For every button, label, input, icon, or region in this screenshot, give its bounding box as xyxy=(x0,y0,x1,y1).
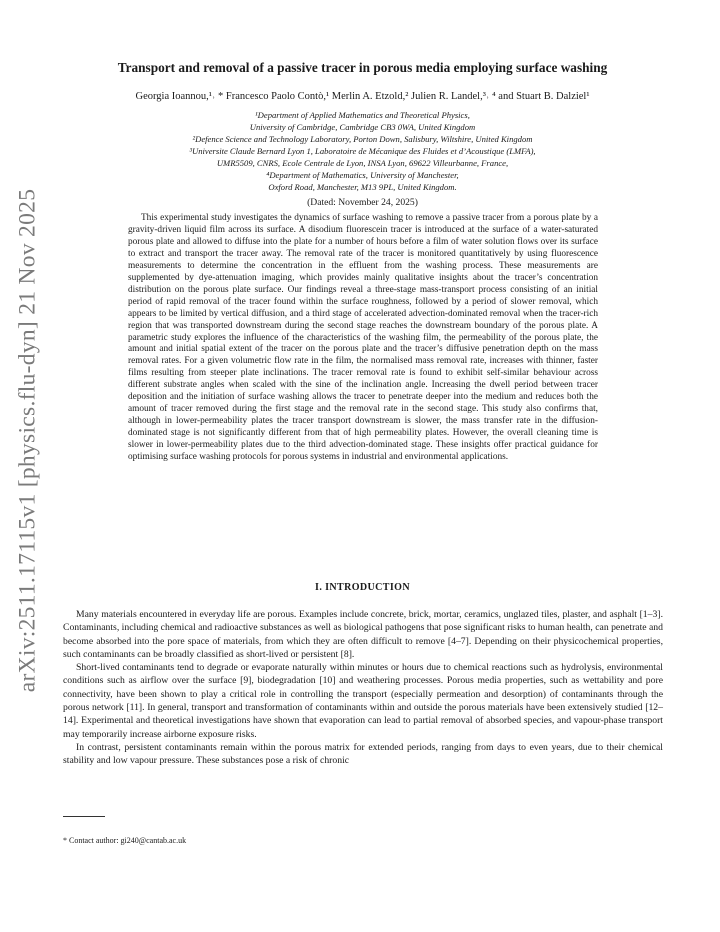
author-list: Georgia Ioannou,¹˒ * Francesco Paolo Contò,¹ Merlin A. Etzold,² Julien R. Landel,³˒ ⁴ and Stuart B. Dalziel¹ xyxy=(135,91,590,102)
paragraph: In contrast, persistent contaminants remain within the porous matrix for extended periods, ranging from days to even years, due to their chemical stability and low vapour pressure. These substances pose a risk of chronic xyxy=(63,741,663,767)
affiliation-line: University of Cambridge, Cambridge CB3 0WA, United Kingdom xyxy=(249,122,476,132)
affiliation-line: UMR5509, CNRS, Ecole Centrale de Lyon, INSA Lyon, 69622 Villeurbanne, France, xyxy=(216,158,509,168)
footnote: * Contact author: gi240@cantab.ac.uk xyxy=(63,836,187,845)
paragraph: Many materials encountered in everyday life are porous. Examples include concrete, brick, mortar, ceramics, unglazed tiles, plaster, and asphalt [1–3]. Contaminants, including chemical and radioactive substances as well as biological pathogens that pose significant risks to human health, can penetrate and become absorbed into the pore space of materials, from which they are often difficult to remove [4–7]. Depending on their physicochemical properties, such contaminants can be broadly classified as short-lived or persistent [8]. xyxy=(63,609,663,660)
abstract: This experimental study investigates the dynamics of surface washing to remove a passive tracer from a porous plate by a gravity-driven liquid film across its surface. A disodium fluorescein tracer is introduced at the surface of a water-saturated porous plate and allowed to diffuse into the plate for a number of hours before a film of water solution flows over its surface to extract and transport the tracer away. The removal rate of the tracer is monitored quantitatively by using fluorescence measurements to determine the concentration in the effluent from the washing process. These measurements are supplemented by dye-attenuation imaging, which provides mainly qualitative insights about the tracer’s concentration distribution on the porous plate surface. Our findings reveal a three-stage mass-transport process consisting of an initial period of rapid removal of the tracer found within the surface roughness, followed by a period of slower removal, which appears to be limited by vertical diffusion, and a third stage of accelerated advection-dominated removal when the tracer-rich region that was transported downstream during the second stage reaches the downstream boundary of the porous plate. A parametric study explores the influence of the characteristics of the washing film, the permeability of the porous plate, the amount and initial spatial extent of the tracer on the porous plate and the tracer’s diffusive penetration depth on the mass removal rates. For a given volumetric flow rate in the film, the normalised mass removal rate, increases with thinner, faster films resulting from steeper plate inclinations. The tracer removal rate is found to exhibit self-similar behaviour across different substrate angles when scaled with the sine of the inclination angle. Increasing the dwell period between tracer deposition and the initiation of surface washing allows the tracer to penetrate deeper into the medium and reduces both the amount of tracer removed during the first stage and the removal rate in the second stage. This study also confirms that, although in lower-permeability plates the tracer transport downstream is slower, the mass transfer rate in the diffusion-dominated stage is not significantly different from that of high permeability plates. However, the overall cleaning time is slower in lower-permeability plates due to the third advection-dominated stage. These insights offer practical guidance for optimising surface washing protocols for porous systems in industrial and environmental applications. xyxy=(128,213,598,463)
date-line: (Dated: November 24, 2025) xyxy=(307,197,418,208)
arxiv-identifier[interactable]: arXiv:2511.17115v1 [physics.flu-dyn] 21 Nov 2025 xyxy=(14,188,41,693)
affiliation-line: ³Universite Claude Bernard Lyon 1, Laboratoire de Mécanique des Fluides et d’Acoustique (LMFA), xyxy=(189,146,536,156)
footnote-divider xyxy=(63,816,105,817)
affiliation-line: ¹Department of Applied Mathematics and Theoretical Physics, xyxy=(255,110,470,120)
affiliations xyxy=(80,109,645,193)
arxiv-sidebar xyxy=(2,188,54,693)
introduction-body xyxy=(63,608,663,768)
affiliation-line: ⁴Department of Mathematics, University of Manchester, xyxy=(266,170,459,180)
section-heading: I. INTRODUCTION xyxy=(315,582,410,593)
paragraph: Short-lived contaminants tend to degrade or evaporate naturally within minutes or hours due to chemical reactions such as hydrolysis, environmental conditions such as airflow over the surface [9], biodegradation [10] and weathering processes. Porous media properties, such as wettability and pore connectivity, have been shown to play a critical role in controlling the transport (especially permeation and desorption) of contaminants through the porous network [11]. In general, transport and transformation of contaminants within and outside the porous materials have been extensively studied [12–14]. Experimental and theoretical investigations have shown that evaporation can lead to partial removal of absorbed species, and vapour-phase transport may temporarily increase airborne exposure risks. xyxy=(63,662,663,740)
paper-title: Transport and removal of a passive tracer in porous media employing surface washing xyxy=(117,60,608,75)
affiliation-line: ²Defence Science and Technology Laboratory, Porton Down, Salisbury, Wiltshire, United Kingdom xyxy=(192,134,533,144)
affiliation-line: Oxford Road, Manchester, M13 9PL, United Kingdom. xyxy=(268,182,457,192)
